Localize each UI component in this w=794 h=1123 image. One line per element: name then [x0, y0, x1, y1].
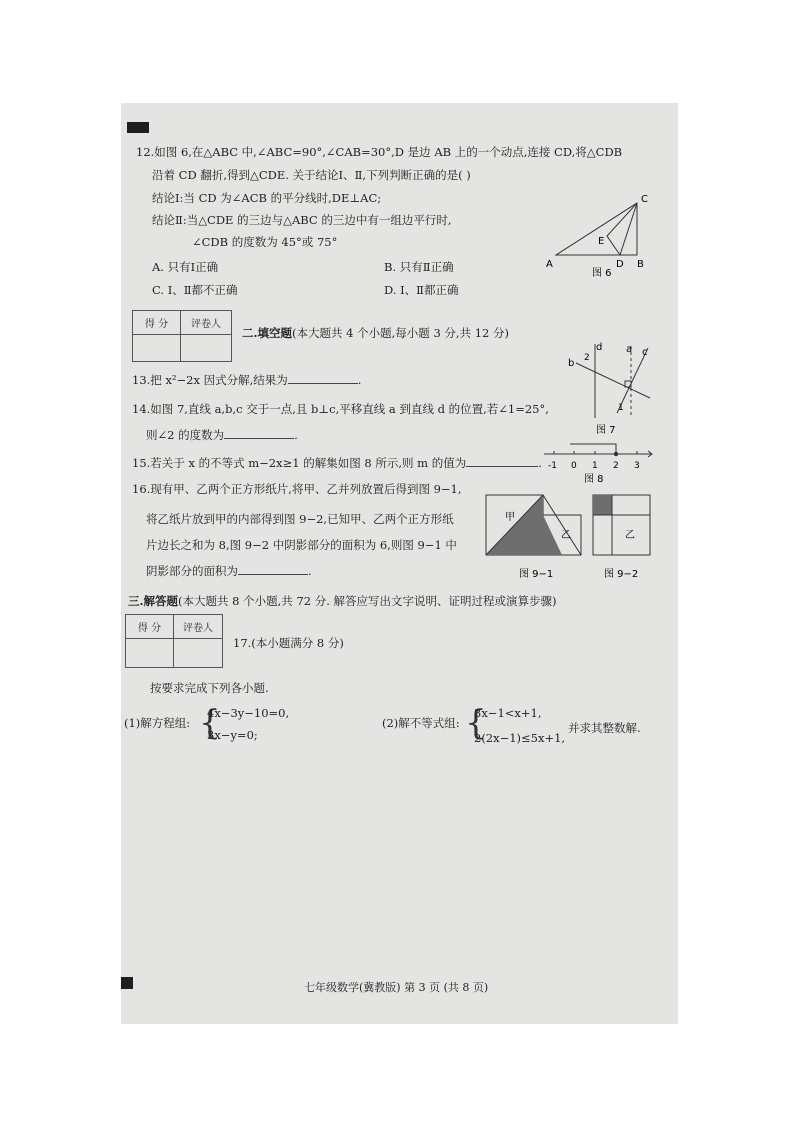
figure-6-caption: 图 6 — [592, 268, 612, 279]
shaded-corner — [593, 495, 612, 515]
q17-p2-eq1: 3x−1<x+1, — [474, 706, 542, 720]
point-c-label: C — [641, 194, 648, 205]
q16-line4 — [146, 563, 312, 578]
line-d-label: d — [596, 342, 603, 353]
corner-mark-top — [127, 122, 149, 133]
q12-option-a: A. 只有Ⅰ正确 — [152, 260, 219, 274]
tick-label-1: 1 — [592, 461, 598, 471]
label-yi-2: 乙 — [625, 530, 635, 541]
triangle-abc — [556, 203, 637, 255]
q17-p2-eq2: 2(2x−1)≤5x+1, — [474, 731, 566, 745]
line-b-label: b — [568, 358, 575, 369]
section3-title: 三.解答题 — [128, 594, 179, 608]
line-a-label: a — [626, 344, 633, 355]
q17-part1-label: (1)解方程组: — [124, 716, 191, 730]
point-e-label: E — [598, 236, 605, 247]
q12-line1: 12.如图 6,在△ABC 中,∠ABC=90°,∠CAB=30°,D 是边 AB 上的一个动点,连接 CD,将△CDB — [136, 145, 623, 159]
grader-cell — [174, 639, 223, 668]
section3-desc: (本大题共 8 个小题,共 72 分. 解答应写出文字说明、证明过程或演算步骤) — [178, 594, 557, 608]
grader-cell — [181, 335, 232, 362]
q15 — [132, 455, 542, 470]
point-b-label: B — [637, 259, 644, 270]
q16-line3: 片边长之和为 8,图 9−2 中阴影部分的面积为 6,则图 9−1 中 — [146, 538, 457, 552]
tick-label-0: 0 — [571, 461, 577, 471]
triangle-cde — [607, 203, 637, 255]
figure-9-2 — [590, 492, 654, 582]
score-box-q17 — [125, 614, 223, 668]
q12-conclusion1: 结论Ⅰ:当 CD 为∠ACB 的平分线时,DE⊥AC; — [152, 191, 382, 205]
tick-label-2: 2 — [613, 461, 619, 471]
q15-text: 15.若关于 x 的不等式 m−2x≥1 的解集如图 8 所示,则 m 的值为 — [132, 456, 467, 470]
line-b — [576, 363, 650, 398]
page-footer: 七年级数学(冀教版) 第 3 页 (共 8 页) — [304, 981, 489, 994]
section3-heading — [128, 594, 557, 608]
q13-text: 13.把 x²−2x 因式分解,结果为 — [132, 373, 288, 387]
q12-line2: 沿着 CD 翻折,得到△CDE. 关于结论Ⅰ、Ⅱ,下列判断正确的是( ) — [152, 168, 471, 182]
q12-option-b: B. 只有Ⅱ正确 — [384, 260, 454, 274]
q17-p1-eq1: 4x−3y−10=0, — [207, 706, 290, 720]
q16-line2: 将乙纸片放到甲的内部得到图 9−2,已知甲、乙两个正方形纸 — [146, 512, 454, 526]
score-box-section2 — [132, 310, 232, 362]
figure-9-1-caption: 图 9−1 — [519, 569, 554, 580]
q16-answer-blank[interactable] — [238, 563, 308, 575]
q14-line1: 14.如图 7,直线 a,b,c 交于一点,且 b⊥c,平移直线 a 到直线 d 的位置,若∠1=25°, — [132, 402, 549, 416]
score-cell — [126, 639, 174, 668]
shaded-region — [486, 495, 562, 555]
label-yi: 乙 — [561, 530, 571, 541]
q17-p2-tail: 并求其整数解. — [568, 721, 641, 735]
q14-line2-text: 则∠2 的度数为 — [146, 428, 225, 442]
grader-label: 评卷人 — [181, 311, 232, 335]
score-label: 得 分 — [126, 615, 174, 639]
tick-label-3: 3 — [634, 461, 640, 471]
q15-end: . — [538, 456, 542, 470]
q15-answer-blank[interactable] — [466, 455, 538, 467]
point-d-label: D — [616, 259, 624, 270]
score-cell — [133, 335, 181, 362]
q12-option-c: C. Ⅰ、Ⅱ都不正确 — [152, 283, 238, 297]
solution-endpoint — [614, 452, 618, 456]
figure-7 — [562, 338, 662, 438]
q12-option-d: D. Ⅰ、Ⅱ都正确 — [384, 283, 459, 297]
q16-end: . — [308, 564, 312, 578]
label-jia: 甲 — [505, 512, 515, 523]
angle-2-label: 2 — [584, 353, 590, 363]
solution-ray — [570, 444, 616, 454]
q16-line1: 16.现有甲、乙两个正方形纸片,将甲、乙并列放置后得到图 9−1, — [132, 482, 462, 496]
q12-conclusion2a: 结论Ⅱ:当△CDE 的三边与△ABC 的三边中有一组边平行时, — [152, 213, 452, 227]
point-a-label: A — [546, 259, 553, 270]
q13 — [132, 372, 361, 387]
figure-8-caption: 图 8 — [584, 474, 604, 485]
line-c-label: c — [642, 347, 648, 358]
q13-end: . — [357, 373, 362, 387]
q13-answer-blank[interactable] — [288, 372, 358, 384]
q14-answer-blank[interactable] — [224, 427, 294, 439]
figure-8-number-line — [540, 440, 658, 486]
section2-desc: (本大题共 4 个小题,每小题 3 分,共 12 分) — [292, 326, 509, 340]
corner-mark-bottom — [121, 977, 133, 989]
q14-line2 — [146, 427, 298, 442]
q14-end: . — [294, 428, 298, 442]
q12-conclusion2b: ∠CDB 的度数为 45°或 75° — [192, 235, 338, 249]
q17-title: 17.(本小题满分 8 分) — [233, 636, 344, 650]
segment-cd — [620, 203, 637, 255]
figure-7-caption: 图 7 — [596, 425, 616, 436]
figure-9-1 — [483, 492, 583, 582]
figure-6 — [540, 190, 660, 280]
section2-title: 二.填空题 — [242, 326, 293, 340]
grader-label: 评卷人 — [174, 615, 223, 639]
left-brace-2: { — [465, 703, 487, 743]
section2-heading — [242, 326, 509, 340]
score-label: 得 分 — [133, 311, 181, 335]
figure-9-2-caption: 图 9−2 — [604, 569, 639, 580]
tick-label-m1: -1 — [548, 461, 557, 471]
angle-1-label: 1 — [618, 403, 624, 413]
q16-line4-text: 阴影部分的面积为 — [146, 564, 238, 578]
left-brace-1: { — [199, 703, 221, 743]
q17-instructions: 按要求完成下列各小题. — [150, 681, 269, 695]
q17-p1-eq2: 3x−y=0; — [207, 728, 258, 742]
q17-part2-label: (2)解不等式组: — [382, 716, 460, 730]
